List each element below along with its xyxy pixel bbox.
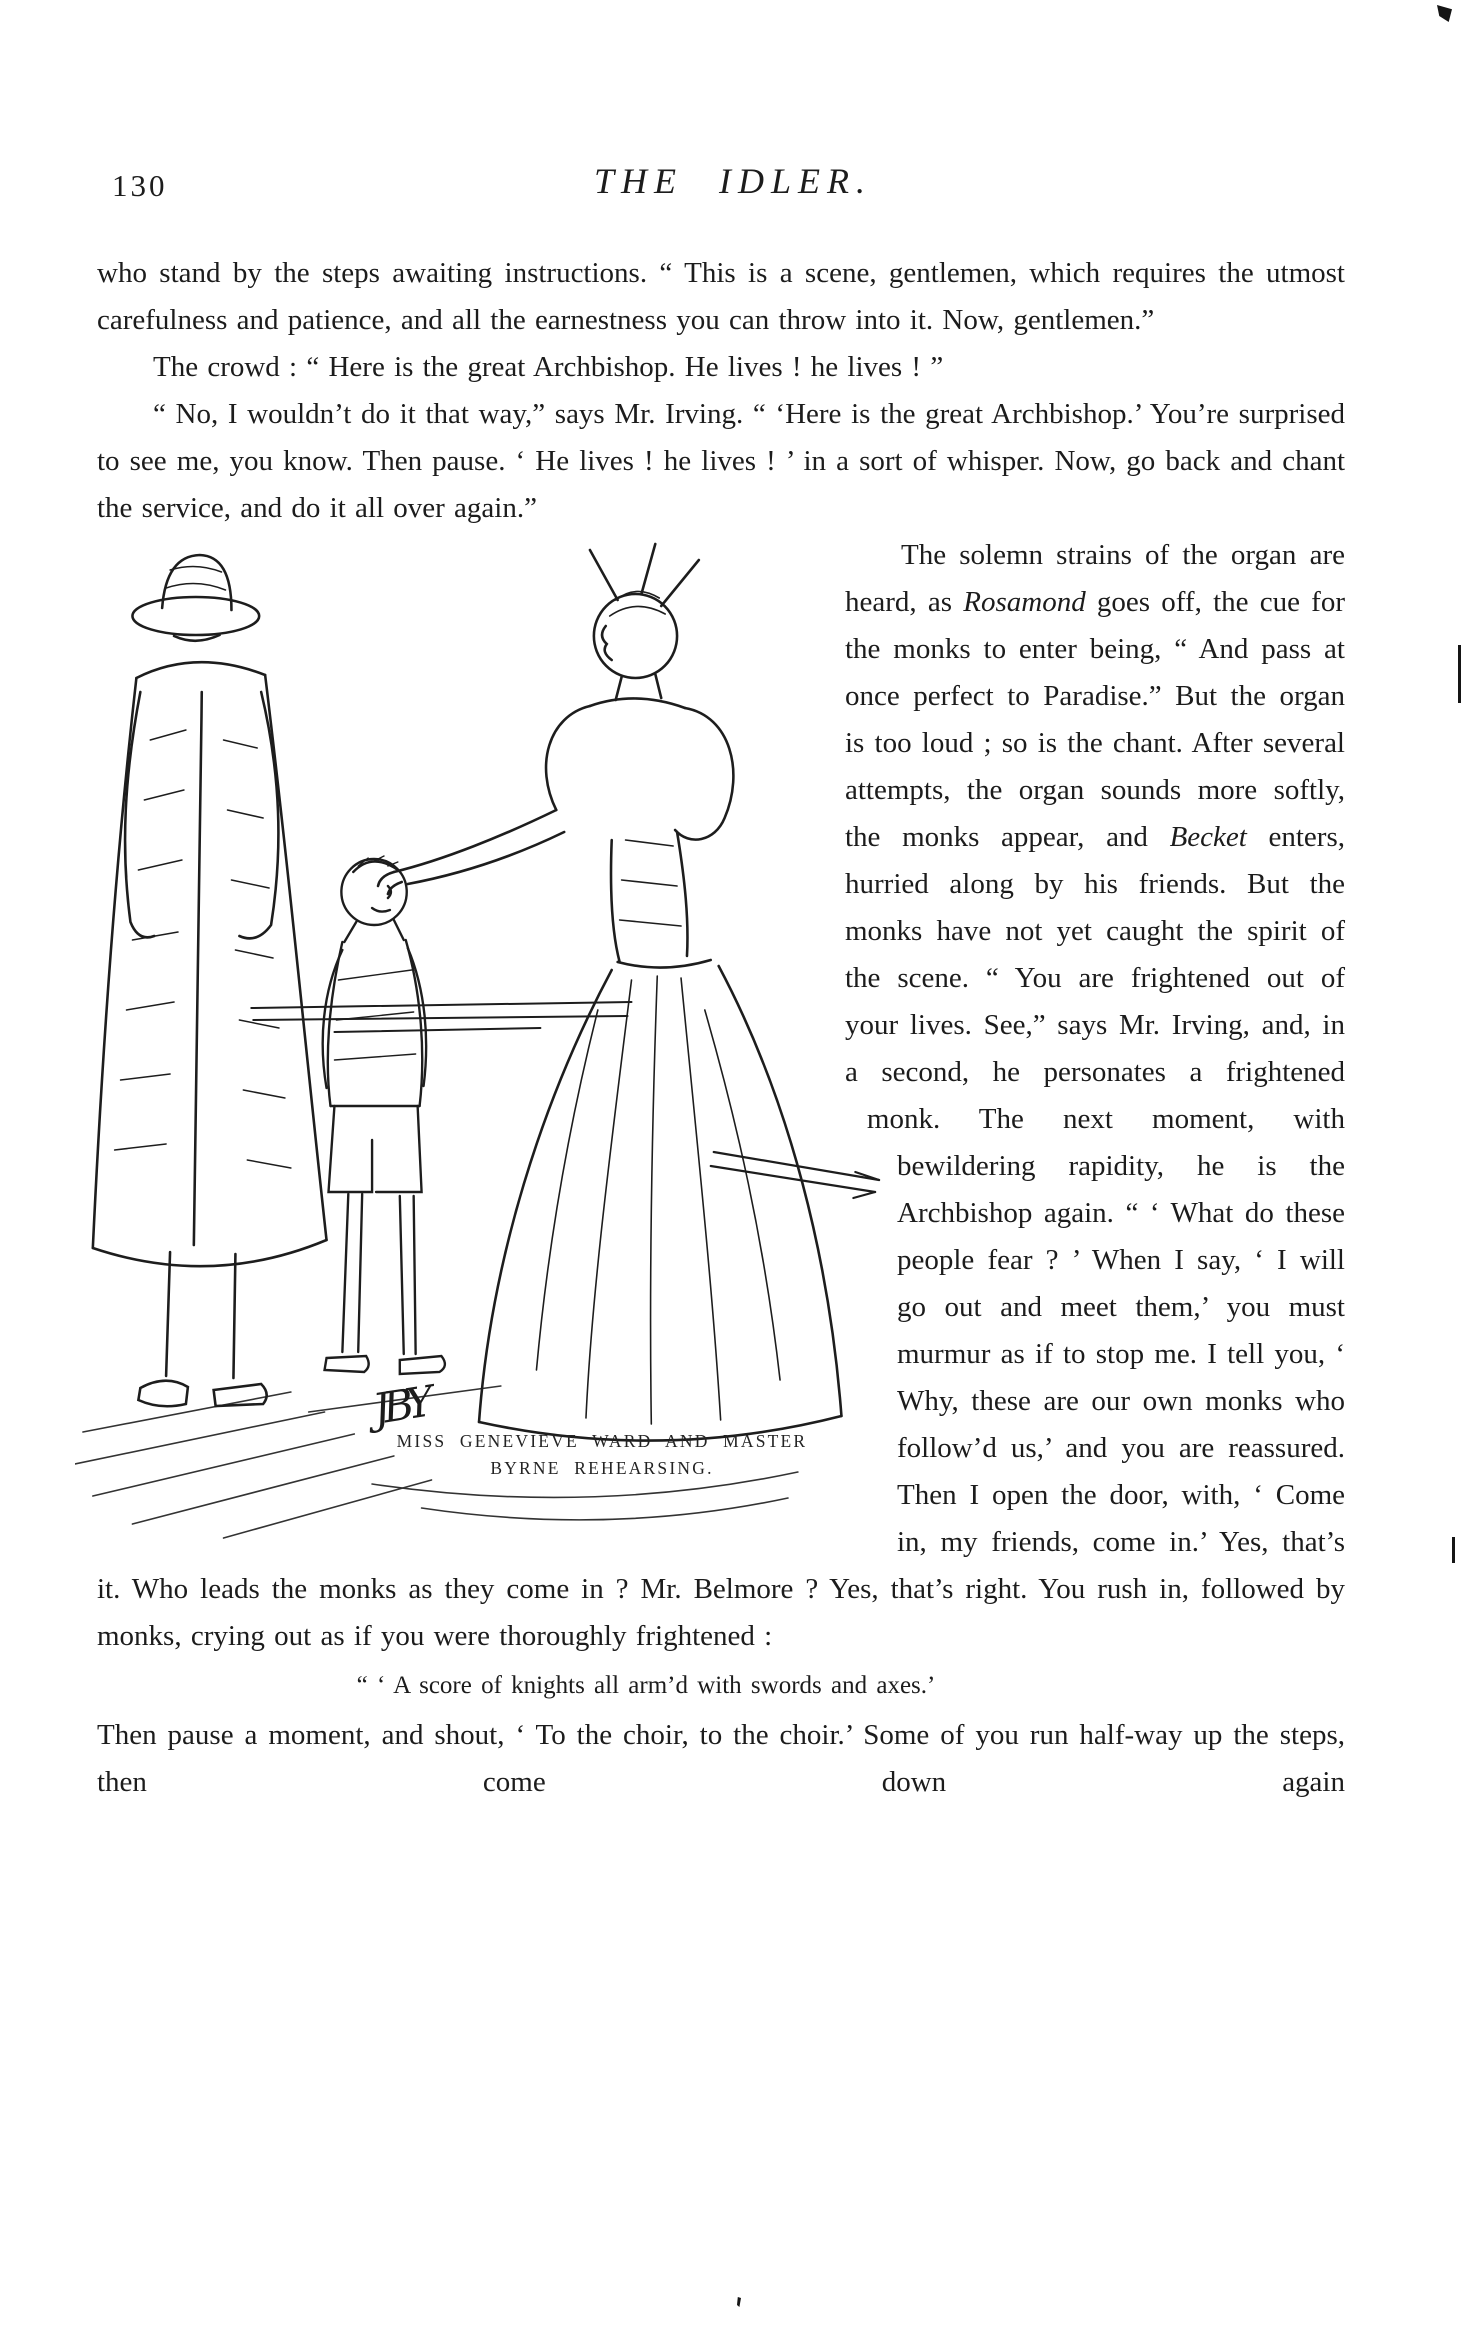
paragraph-rehearsal-text-2: goes off, the cue for the monks to enter being, “ And pass at once perfect to Paradise.” But the organ is too loud ; so is the chant. After several attempts, the organ sounds more softly, the monks appear, and [845, 586, 1345, 853]
paragraph-final: Then pause a moment, and shout, ‘ To the choir, to the choir.’ Some of you run half-way up the steps, then come down again [97, 1719, 1345, 1798]
paragraph-1: who stand by the steps awaiting instructions. “ This is a scene, gentlemen, which requires the utmost carefulness and patience, and all the earnestness you can throw into it. Now, gentlemen.” [97, 257, 1345, 336]
verse-quote: “ ‘ A score of knights all arm’d with swords and axes.’ [356, 1672, 936, 1699]
scan-artifact-edge [1458, 645, 1461, 703]
italic-becket: Becket [1169, 821, 1247, 853]
woman-figure [378, 544, 841, 1441]
paragraph-rehearsal-text-3: enters, hurried along by his friends. But the monks have not yet caught the spirit of the scene. “ You are frightened out of your lives. See,” says Mr. Irving, and, in a second, he personates a frightened monk. The next moment, with bewildering rapidity, he is the Archbishop again. “ ‘ What do these people fear ? ’ When I say, ‘ I will go out and meet them,’ you must murmur as if to stop me. I tell you, ‘ Why, these are our own monks who follow’d us,’ and you are reassured. Then I open the door, with, ‘ Come in, my friends, come in.’ Yes, that’s it. Who leads the monks as they come in ? Mr. Belmore ? Yes, that’s right. You rush in, followed by monks, crying out as if you were thoroughly frightened : [97, 821, 1345, 1652]
caption-line-2: BYRNE REHEARSING. [490, 1458, 714, 1478]
bench-lines [251, 1002, 631, 1032]
man-figure [93, 555, 327, 1406]
scan-artifact-speck [737, 2297, 741, 2307]
paragraph-rehearsal-text-1: The solemn strains of the organ are heard, as [845, 539, 1345, 618]
boy-hatching [334, 856, 415, 1060]
man-coat-hatching [115, 566, 291, 1168]
boy-figure [323, 859, 445, 1374]
paragraph-3: “ No, I wouldn’t do it that way,” says Mr. Irving. “ ‘Here is the great Archbishop.’ You’re surprised to see me, you know. Then pause. ‘ He lives ! he lives ! ’ in a sort of whisper. Now, go back and chant the service, and do it all over again.” [97, 398, 1345, 524]
journal-title: THE IDLER. [594, 161, 872, 201]
illustration-caption [337, 1428, 867, 1482]
italic-rosamond: Rosamond [963, 586, 1086, 618]
page-body [97, 250, 1345, 1806]
rehearsal-illustration [75, 540, 887, 1540]
rehearsal-sketch [75, 540, 887, 1540]
dress-fold-hatching [536, 591, 780, 1424]
page-number: 130 [112, 168, 168, 203]
paragraph-2: The crowd : “ Here is the great Archbishop. He lives ! he lives ! ” [153, 351, 944, 383]
caption-line-1: MISS GENEVIEVE WARD AND MASTER [396, 1431, 808, 1451]
scan-artifact-edge [1452, 1537, 1455, 1563]
artist-signature: JBY [369, 1377, 431, 1434]
scan-artifact-corner [1437, 5, 1452, 22]
